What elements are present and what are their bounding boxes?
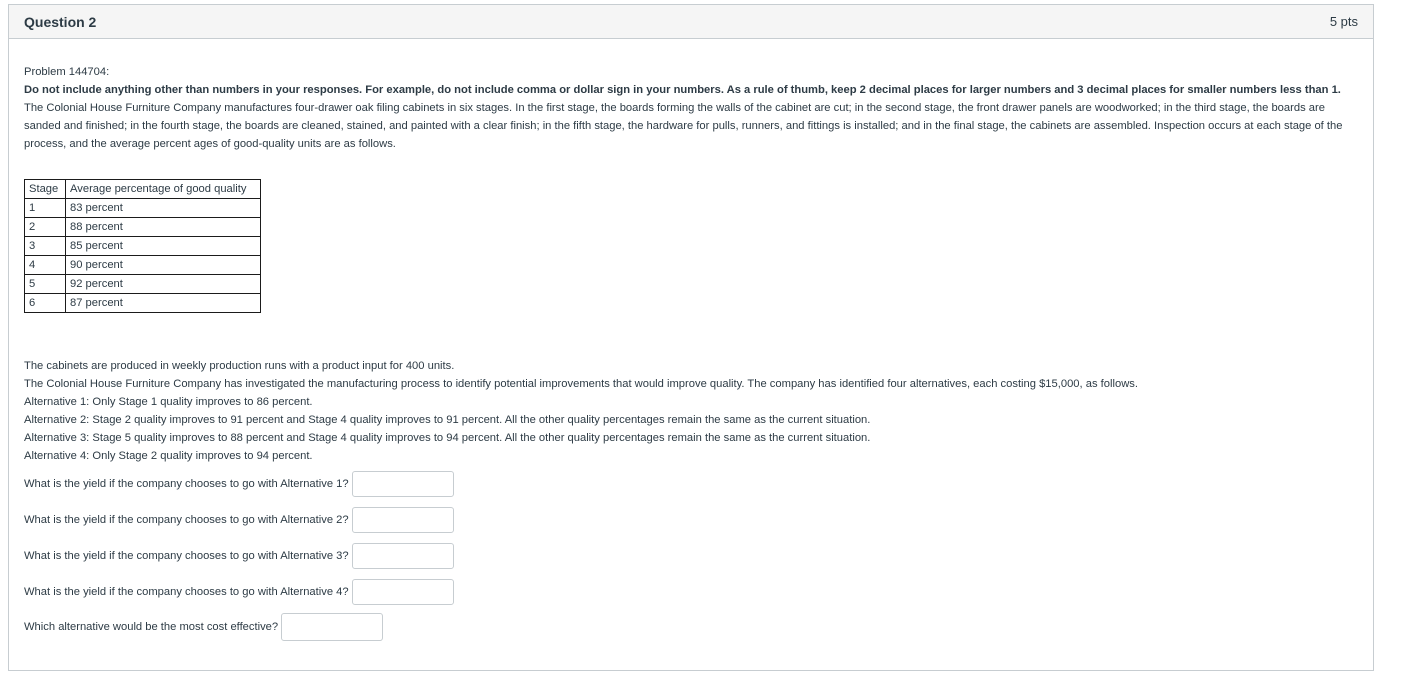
table-row <box>25 199 261 218</box>
details-section <box>24 357 1358 465</box>
answer-row-4 <box>24 579 1358 605</box>
alternative-2-text: Alternative 2: Stage 2 quality improves to 91 percent and Stage 4 quality improves to 91 percent. All the other quality percentages remain the same as the current situation. <box>24 414 871 426</box>
alternative-3-text: Alternative 3: Stage 5 quality improves to 88 percent and Stage 4 quality improves to 94 percent. All the other quality percentages remain the same as the current situation. <box>24 432 871 444</box>
prompt-alternative-1: What is the yield if the company chooses to go with Alternative 1? <box>24 478 349 490</box>
table-cell-stage: 6 <box>25 294 66 313</box>
production-text: The cabinets are produced in weekly production runs with a product input for 400 units. <box>24 360 455 372</box>
table-cell-percentage: 85 percent <box>66 237 261 256</box>
question-body <box>9 39 1373 641</box>
table-cell-stage: 1 <box>25 199 66 218</box>
answer-row-1 <box>24 471 1358 497</box>
table-cell-stage: 3 <box>25 237 66 256</box>
table-row <box>25 218 261 237</box>
answer-input-most-cost-effective[interactable] <box>281 613 383 641</box>
prompt-alternative-2: What is the yield if the company chooses to go with Alternative 2? <box>24 514 349 526</box>
stage-quality-table <box>24 179 261 313</box>
question-card <box>8 4 1374 671</box>
table-cell-percentage: 90 percent <box>66 256 261 275</box>
problem-id: Problem 144704: <box>24 66 110 78</box>
scenario-text: The Colonial House Furniture Company manufactures four-drawer oak filing cabinets in six stages. In the first stage, the boards forming the walls of the cabinet are cut; in the second stage, the front drawer panels are woodworked; in the third stage, the boards are sanded and finished; in the fourth stage, the boards are cleaned, stained, and painted with a clear finish; in the fifth stage, the hardware for pulls, runners, and fittings is installed; and in the final stage, the cabinets are assembled. Inspection occurs at each stage of the process, and the average percent ages of good-quality units are as follows. <box>24 102 1343 150</box>
answer-row-3 <box>24 543 1358 569</box>
prompt-alternative-4: What is the yield if the company chooses to go with Alternative 4? <box>24 586 349 598</box>
table-row <box>25 256 261 275</box>
table-cell-stage: 4 <box>25 256 66 275</box>
investigation-text: The Colonial House Furniture Company has investigated the manufacturing process to identify potential improvements that would improve quality. The company has identified four alternatives, each costing $15,000, as follows. <box>24 378 1138 390</box>
prompt-alternative-3: What is the yield if the company chooses to go with Alternative 3? <box>24 550 349 562</box>
answer-input-alternative-1[interactable] <box>352 471 454 497</box>
table-row <box>25 237 261 256</box>
table-cell-percentage: 88 percent <box>66 218 261 237</box>
answer-row-2 <box>24 507 1358 533</box>
table-header-percentage: Average percentage of good quality <box>66 180 261 199</box>
table-cell-percentage: 83 percent <box>66 199 261 218</box>
table-cell-percentage: 87 percent <box>66 294 261 313</box>
instructions: Do not include anything other than numbers in your responses. For example, do not include comma or dollar sign in your numbers. As a rule of thumb, keep 2 decimal places for larger numbers and 3 decimal places for smaller numbers less than 1. <box>24 84 1341 96</box>
alternative-4-text: Alternative 4: Only Stage 2 quality improves to 94 percent. <box>24 450 313 462</box>
table-row <box>25 275 261 294</box>
answer-input-alternative-2[interactable] <box>352 507 454 533</box>
answer-input-alternative-4[interactable] <box>352 579 454 605</box>
table-row <box>25 294 261 313</box>
table-cell-stage: 2 <box>25 218 66 237</box>
table-cell-stage: 5 <box>25 275 66 294</box>
prompt-most-cost-effective: Which alternative would be the most cost effective? <box>24 621 279 633</box>
question-title: Question 2 <box>24 13 97 30</box>
question-points: 5 pts <box>1329 14 1358 29</box>
question-header <box>9 5 1373 39</box>
table-header-row <box>25 180 261 199</box>
answer-row-5 <box>24 613 1358 641</box>
answer-input-alternative-3[interactable] <box>352 543 454 569</box>
table-cell-percentage: 92 percent <box>66 275 261 294</box>
table-header-stage: Stage <box>25 180 66 199</box>
alternative-1-text: Alternative 1: Only Stage 1 quality improves to 86 percent. <box>24 396 313 408</box>
